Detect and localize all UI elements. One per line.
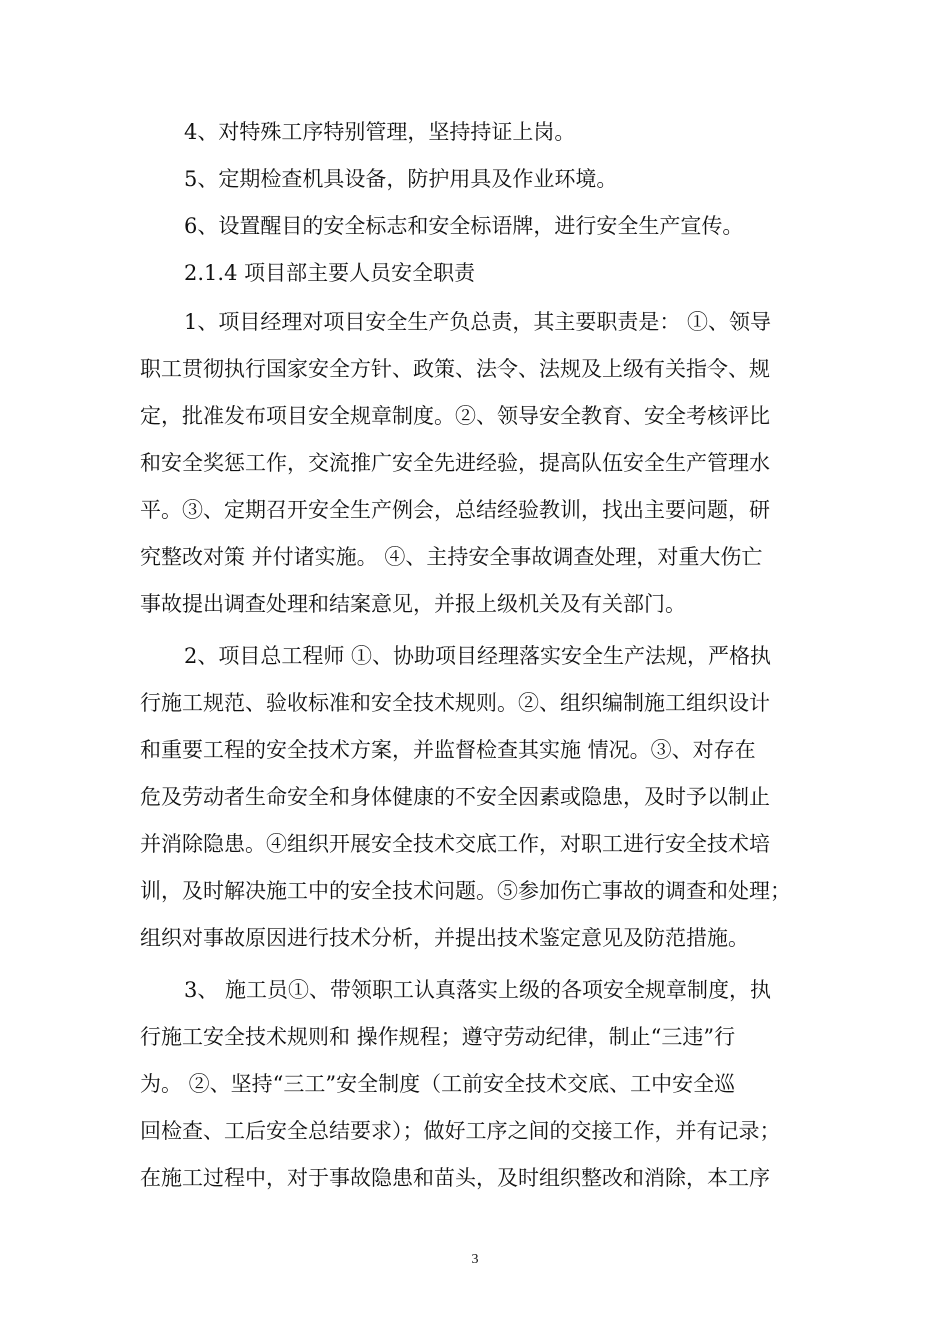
text-line: 职工贯彻执行国家安全方针、政策、法令、法规及上级有关指令、规 <box>140 357 770 381</box>
text-line: 平。③、定期召开安全生产例会，总结经验教训，找出主要问题，研 <box>140 498 770 522</box>
text-line: 事故提出调查处理和结案意见，并报上级机关及有关部门。 <box>140 592 686 616</box>
text-line: 5、定期检查机具设备，防护用具及作业环境。 <box>184 167 618 191</box>
text-line: 危及劳动者生命安全和身体健康的不安全因素或隐患，及时予以制止 <box>140 785 770 809</box>
text-line: 和重要工程的安全技术方案，并监督检查其实施 情况。③、对存在 <box>140 738 756 762</box>
text-line: 3、 施工员①、带领职工认真落实上级的各项安全规章制度，执 <box>184 978 772 1002</box>
text-line: 定，批准发布项目安全规章制度。②、领导安全教育、安全考核评比 <box>140 404 770 428</box>
text-line: 行施工安全技术规则和 操作规程；遵守劳动纪律，制止“三违”行 <box>140 1025 736 1049</box>
text-line: 4、对特殊工序特别管理，坚持持证上岗。 <box>184 120 576 144</box>
text-line: 训，及时解决施工中的安全技术问题。⑤参加伤亡事故的调查和处理； <box>140 879 791 903</box>
text-line: 在施工过程中，对于事故隐患和苗头，及时组织整改和消除，本工序 <box>140 1166 770 1190</box>
text-line: 组织对事故原因进行技术分析，并提出技术鉴定意见及防范措施。 <box>140 926 749 950</box>
text-line: 1、项目经理对项目安全生产负总责，其主要职责是： ①、领导 <box>184 310 772 334</box>
text-line: 为。 ②、坚持“三工”安全制度（工前安全技术交底、工中安全巡 <box>140 1072 736 1096</box>
page-number: 3 <box>471 1252 479 1267</box>
text-line: 回检查、工后安全总结要求）；做好工序之间的交接工作，并有记录； <box>140 1119 781 1143</box>
text-line: 和安全奖惩工作，交流推广安全先进经验，提高队伍安全生产管理水 <box>140 451 770 475</box>
section-heading: 2.1.4 项目部主要人员安全职责 <box>184 261 476 285</box>
text-line: 2、项目总工程师 ①、协助项目经理落实安全生产法规，严格执 <box>184 644 772 668</box>
text-line: 究整改对策 并付诸实施。 ④、主持安全事故调查处理，对重大伤亡 <box>140 545 763 569</box>
text-line: 并消除隐患。④组织开展安全技术交底工作，对职工进行安全技术培 <box>140 832 770 856</box>
text-line: 6、设置醒目的安全标志和安全标语牌，进行安全生产宣传。 <box>184 214 744 238</box>
text-line: 行施工规范、验收标准和安全技术规则。②、组织编制施工组织设计 <box>140 691 770 715</box>
